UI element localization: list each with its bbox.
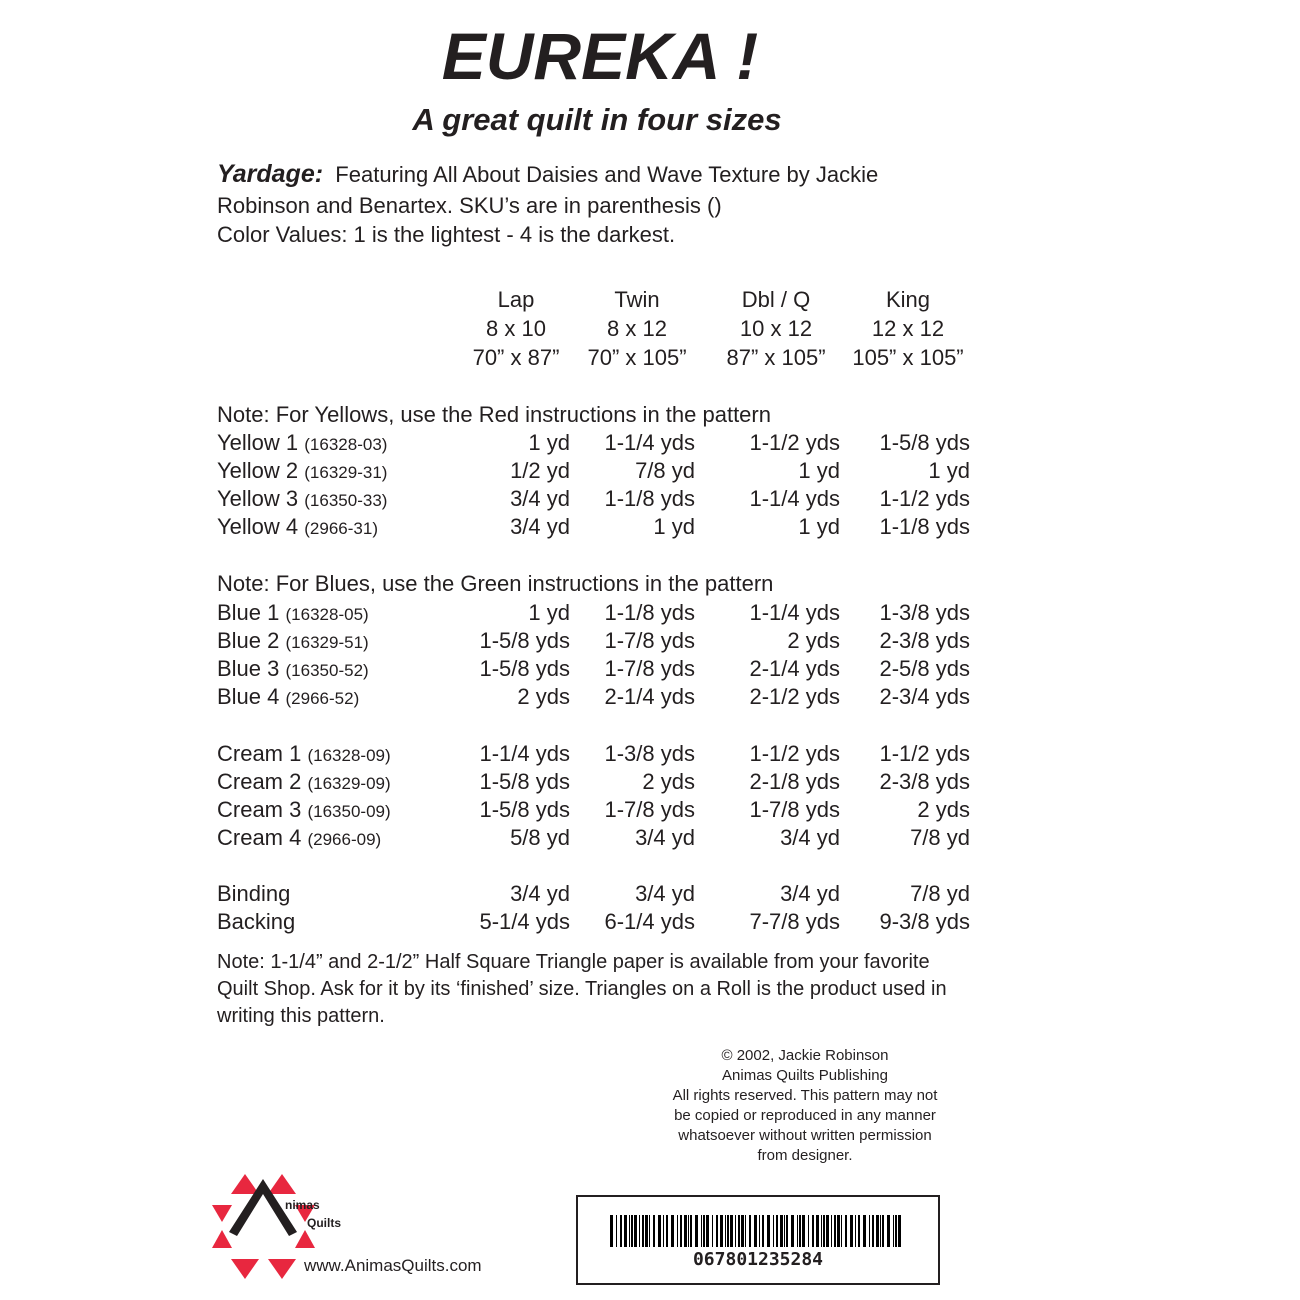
table-row xyxy=(217,514,977,542)
barcode-bar xyxy=(725,1215,726,1247)
subtitle: A great quilt in four sizes xyxy=(412,102,782,137)
yardage-twin: 1-7/8 yds xyxy=(604,656,695,681)
yardage-lap: 1 yd xyxy=(528,430,570,455)
barcode-bar xyxy=(703,1215,705,1247)
size-dims: 70” x 105” xyxy=(587,345,687,370)
yardage-lap: 1-1/4 yds xyxy=(479,741,570,766)
yardage-twin: 1-1/4 yds xyxy=(604,430,695,455)
yardage-king: 1-1/2 yds xyxy=(879,486,970,511)
table-row xyxy=(217,458,977,486)
barcode-bar xyxy=(645,1215,648,1247)
copyright-line: be copied or reproduced in any manner xyxy=(674,1107,936,1124)
table-row xyxy=(217,628,977,656)
barcode-bar xyxy=(780,1215,783,1247)
fabric-name: Binding xyxy=(217,881,291,906)
barcode-bar xyxy=(855,1215,856,1247)
yardage-king: 2-3/4 yds xyxy=(879,684,970,709)
yardage-dblq: 1-1/4 yds xyxy=(749,600,840,625)
table-row xyxy=(217,656,977,684)
fabric-sku: (2966-09) xyxy=(307,830,382,849)
logo-text-quilts: Quilts xyxy=(307,1216,342,1230)
intro-line-3: Color Values: 1 is the lightest - 4 is the darkest. xyxy=(217,222,676,247)
fabric-label xyxy=(217,514,378,540)
yardage-dblq: 3/4 yd xyxy=(780,825,840,850)
barcode-bar xyxy=(845,1215,847,1247)
blue-note: Note: For Blues, use the Green instructions in the pattern xyxy=(217,571,774,596)
barcode-number: 067801235284 xyxy=(692,1249,824,1270)
barcode-bar xyxy=(666,1215,668,1247)
size-blocks: 8 x 12 xyxy=(607,316,667,341)
copyright-line: whatsoever without written permission xyxy=(678,1127,932,1144)
fabric-name: Yellow 1 xyxy=(217,430,299,455)
barcode-bar xyxy=(720,1215,723,1247)
barcode-bar xyxy=(831,1215,832,1247)
yardage-lap: 3/4 yd xyxy=(510,881,570,906)
table-row xyxy=(217,600,977,628)
fabric-sku: (16329-51) xyxy=(285,633,369,652)
size-blocks: 10 x 12 xyxy=(739,316,813,341)
table-row xyxy=(217,486,977,514)
fabric-label xyxy=(217,881,290,907)
barcode-bar xyxy=(730,1215,733,1247)
fabric-label xyxy=(217,486,387,512)
yardage-dblq: 7-7/8 yds xyxy=(749,909,840,934)
yardage-dblq: 1-1/2 yds xyxy=(749,741,840,766)
fabric-sku: (16350-33) xyxy=(304,491,388,510)
fabric-label xyxy=(217,600,369,626)
barcode-bar xyxy=(735,1215,736,1247)
fabric-label xyxy=(217,628,369,654)
yardage-lap: 2 yds xyxy=(517,684,570,709)
barcode-bar xyxy=(791,1215,794,1247)
fabric-name: Blue 2 xyxy=(217,628,280,653)
yardage-king: 7/8 yd xyxy=(910,825,970,850)
barcode-bar xyxy=(799,1215,801,1247)
table-row xyxy=(217,881,977,909)
yardage-lap: 5-1/4 yds xyxy=(479,909,570,934)
copyright-line: Animas Quilts Publishing xyxy=(722,1067,888,1084)
barcode-bar xyxy=(738,1215,740,1247)
logo-text-animas: nimas xyxy=(285,1198,320,1212)
size-name: King xyxy=(885,287,931,312)
barcode-bar xyxy=(895,1215,897,1247)
barcode-bar xyxy=(610,1215,613,1247)
barcode-bar xyxy=(841,1215,842,1247)
size-name: Dbl / Q xyxy=(741,287,811,312)
paper-note: Note: 1-1/4” and 2-1/2” Half Square Triangle paper is available from your favorite Quilt Shop. Ask for it by its ‘finished’ size. Triangles on a Roll is the product used in writing this pattern. xyxy=(217,951,947,1027)
yardage-label: Yardage: xyxy=(217,160,324,188)
yardage-king: 9-3/8 yds xyxy=(879,909,970,934)
yardage-lap: 1-5/8 yds xyxy=(479,797,570,822)
fabric-name: Cream 4 xyxy=(217,825,302,850)
barcode-bar xyxy=(727,1215,729,1247)
barcode-bar xyxy=(671,1215,674,1247)
barcode-bar xyxy=(642,1215,644,1247)
barcode-bar xyxy=(837,1215,840,1247)
table-row xyxy=(217,741,977,769)
fabric-label xyxy=(217,656,369,682)
yardage-dblq: 3/4 yd xyxy=(780,881,840,906)
barcode-bar xyxy=(712,1215,713,1247)
yardage-lap: 3/4 yd xyxy=(510,514,570,539)
yardage-lap: 1-5/8 yds xyxy=(479,628,570,653)
yardage-dblq: 1-1/2 yds xyxy=(749,430,840,455)
barcode-bar xyxy=(858,1215,860,1247)
fabric-label xyxy=(217,430,387,456)
barcode-bar xyxy=(620,1215,622,1247)
yardage-king: 2-3/8 yds xyxy=(879,769,970,794)
website-link[interactable]: www.AnimasQuilts.com xyxy=(304,1256,482,1275)
barcode-bar xyxy=(658,1215,661,1247)
yardage-twin: 3/4 yd xyxy=(635,881,695,906)
yardage-dblq: 2 yds xyxy=(787,628,840,653)
barcode-bar xyxy=(812,1215,814,1247)
yardage-king: 2-3/8 yds xyxy=(879,628,970,653)
fabric-label xyxy=(217,909,295,935)
size-blocks: 12 x 12 xyxy=(871,316,945,341)
barcode-bar xyxy=(826,1215,829,1247)
barcode-bar xyxy=(816,1215,819,1247)
barcode-bar xyxy=(762,1215,764,1247)
barcode-bar xyxy=(767,1215,770,1247)
barcode-bar xyxy=(821,1215,822,1247)
barcode-bar xyxy=(776,1215,778,1247)
barcode-bar xyxy=(631,1215,633,1247)
intro-text: Featuring All About Daisies and Wave Texture by Jackie xyxy=(335,162,879,187)
intro-line-1 xyxy=(217,160,878,189)
yardage-dblq: 2-1/2 yds xyxy=(749,684,840,709)
yardage-twin: 1-7/8 yds xyxy=(604,797,695,822)
yardage-dblq: 2-1/4 yds xyxy=(749,656,840,681)
yardage-twin: 7/8 yd xyxy=(635,458,695,483)
copyright-line: from designer. xyxy=(757,1147,853,1164)
barcode-bar xyxy=(869,1215,870,1247)
fabric-name: Cream 3 xyxy=(217,797,302,822)
fabric-name: Cream 2 xyxy=(217,769,302,794)
barcode-bar xyxy=(680,1215,682,1247)
size-name: Twin xyxy=(614,287,660,312)
barcode-bar xyxy=(786,1215,788,1247)
table-row xyxy=(217,909,977,937)
barcode-bar xyxy=(784,1215,785,1247)
fabric-sku: (16350-52) xyxy=(285,661,369,680)
barcode-bars-icon xyxy=(610,1215,906,1247)
fabric-label xyxy=(217,769,391,795)
yardage-lap: 1 yd xyxy=(528,600,570,625)
fabric-label xyxy=(217,825,381,851)
barcode-bar xyxy=(634,1215,637,1247)
yellow-note: Note: For Yellows, use the Red instructions in the pattern xyxy=(217,402,771,427)
yardage-twin: 1 yd xyxy=(653,514,695,539)
yardage-king: 2 yds xyxy=(917,797,970,822)
barcode-bar xyxy=(872,1215,874,1247)
barcode-bar xyxy=(639,1215,640,1247)
barcode-bar xyxy=(876,1215,879,1247)
barcode-bar xyxy=(741,1215,744,1247)
barcode-bar xyxy=(773,1215,774,1247)
table-row xyxy=(217,825,977,853)
size-blocks: 8 x 10 xyxy=(486,316,546,341)
yardage-dblq: 2-1/8 yds xyxy=(749,769,840,794)
fabric-name: Yellow 3 xyxy=(217,486,299,511)
barcode-bar xyxy=(850,1215,853,1247)
fabric-sku: (16328-03) xyxy=(304,435,388,454)
yardage-king: 1 yd xyxy=(928,458,970,483)
barcode-bar xyxy=(802,1215,805,1247)
barcode xyxy=(576,1195,940,1285)
fabric-sku: (2966-31) xyxy=(304,519,378,538)
barcode-bar xyxy=(624,1215,627,1247)
yardage-king: 7/8 yd xyxy=(910,881,970,906)
yardage-dblq: 1-7/8 yds xyxy=(749,797,840,822)
fabric-sku: (16350-09) xyxy=(307,802,391,821)
yardage-twin: 3/4 yd xyxy=(635,825,695,850)
barcode-bar xyxy=(797,1215,798,1247)
yardage-dblq: 1-1/4 yds xyxy=(749,486,840,511)
barcode-bar xyxy=(749,1215,751,1247)
yardage-king: 1-1/2 yds xyxy=(879,741,970,766)
fabric-name: Yellow 2 xyxy=(217,458,299,483)
barcode-bar xyxy=(701,1215,702,1247)
barcode-bar xyxy=(887,1215,890,1247)
yardage-twin: 1-1/8 yds xyxy=(604,600,695,625)
table-row xyxy=(217,684,977,712)
intro-line-2: Robinson and Benartex. SKU’s are in parenthesis () xyxy=(217,193,722,218)
barcode-bar xyxy=(706,1215,709,1247)
fabric-sku: (16329-31) xyxy=(304,463,388,482)
barcode-bar xyxy=(759,1215,760,1247)
barcode-bar xyxy=(649,1215,650,1247)
yardage-king: 2-5/8 yds xyxy=(879,656,970,681)
fabric-name: Blue 3 xyxy=(217,656,280,681)
copyright-line: All rights reserved. This pattern may not xyxy=(672,1087,938,1104)
table-row xyxy=(217,430,977,458)
barcode-bar xyxy=(616,1215,617,1247)
copyright-block xyxy=(640,1046,970,1166)
barcode-bar xyxy=(898,1215,901,1247)
yardage-dblq: 1 yd xyxy=(798,458,840,483)
fabric-label xyxy=(217,458,387,484)
yardage-twin: 2-1/4 yds xyxy=(604,684,695,709)
size-dims: 87” x 105” xyxy=(726,345,826,370)
fabric-label xyxy=(217,684,359,710)
size-dims: 105” x 105” xyxy=(852,345,964,370)
barcode-bar xyxy=(695,1215,698,1247)
barcode-bar xyxy=(823,1215,825,1247)
yardage-king: 1-1/8 yds xyxy=(879,514,970,539)
barcode-bar xyxy=(629,1215,630,1247)
fabric-name: Backing xyxy=(217,909,296,934)
barcode-bar xyxy=(880,1215,881,1247)
fabric-sku: (16328-09) xyxy=(307,746,391,765)
yardage-lap: 1-5/8 yds xyxy=(479,656,570,681)
yardage-twin: 1-1/8 yds xyxy=(604,486,695,511)
yardage-dblq: 1 yd xyxy=(798,514,840,539)
barcode-bar xyxy=(754,1215,757,1247)
fabric-sku: (16328-05) xyxy=(285,605,369,624)
fabric-label xyxy=(217,797,391,823)
barcode-bar xyxy=(663,1215,664,1247)
barcode-bar xyxy=(653,1215,655,1247)
barcode-bar xyxy=(716,1215,718,1247)
fabric-name: Yellow 4 xyxy=(217,514,299,539)
barcode-bar xyxy=(684,1215,687,1247)
yardage-lap: 5/8 yd xyxy=(510,825,570,850)
yardage-lap: 1-5/8 yds xyxy=(479,769,570,794)
size-name: Lap xyxy=(497,287,535,312)
barcode-bar xyxy=(688,1215,689,1247)
barcode-bar xyxy=(677,1215,678,1247)
yardage-lap: 1/2 yd xyxy=(510,458,570,483)
fabric-name: Blue 1 xyxy=(217,600,280,625)
page-title: EUREKA ! xyxy=(441,19,759,93)
fabric-name: Blue 4 xyxy=(217,684,280,709)
copyright-line: © 2002, Jackie Robinson xyxy=(721,1047,889,1064)
yardage-twin: 1-7/8 yds xyxy=(604,628,695,653)
yardage-twin: 6-1/4 yds xyxy=(604,909,695,934)
barcode-bar xyxy=(882,1215,884,1247)
yardage-king: 1-5/8 yds xyxy=(879,430,970,455)
table-row xyxy=(217,797,977,825)
yardage-twin: 2 yds xyxy=(642,769,695,794)
yardage-king: 1-3/8 yds xyxy=(879,600,970,625)
fabric-sku: (2966-52) xyxy=(285,689,360,708)
barcode-bar xyxy=(690,1215,692,1247)
yardage-lap: 3/4 yd xyxy=(510,486,570,511)
yardage-twin: 1-3/8 yds xyxy=(604,741,695,766)
fabric-label xyxy=(217,741,391,767)
size-dims: 70” x 87” xyxy=(472,345,560,370)
fabric-name: Cream 1 xyxy=(217,741,302,766)
barcode-bar xyxy=(893,1215,894,1247)
barcode-bar xyxy=(834,1215,836,1247)
table-row xyxy=(217,769,977,797)
barcode-bar xyxy=(863,1215,866,1247)
fabric-sku: (16329-09) xyxy=(307,774,391,793)
barcode-bar xyxy=(745,1215,746,1247)
barcode-bar xyxy=(808,1215,809,1247)
